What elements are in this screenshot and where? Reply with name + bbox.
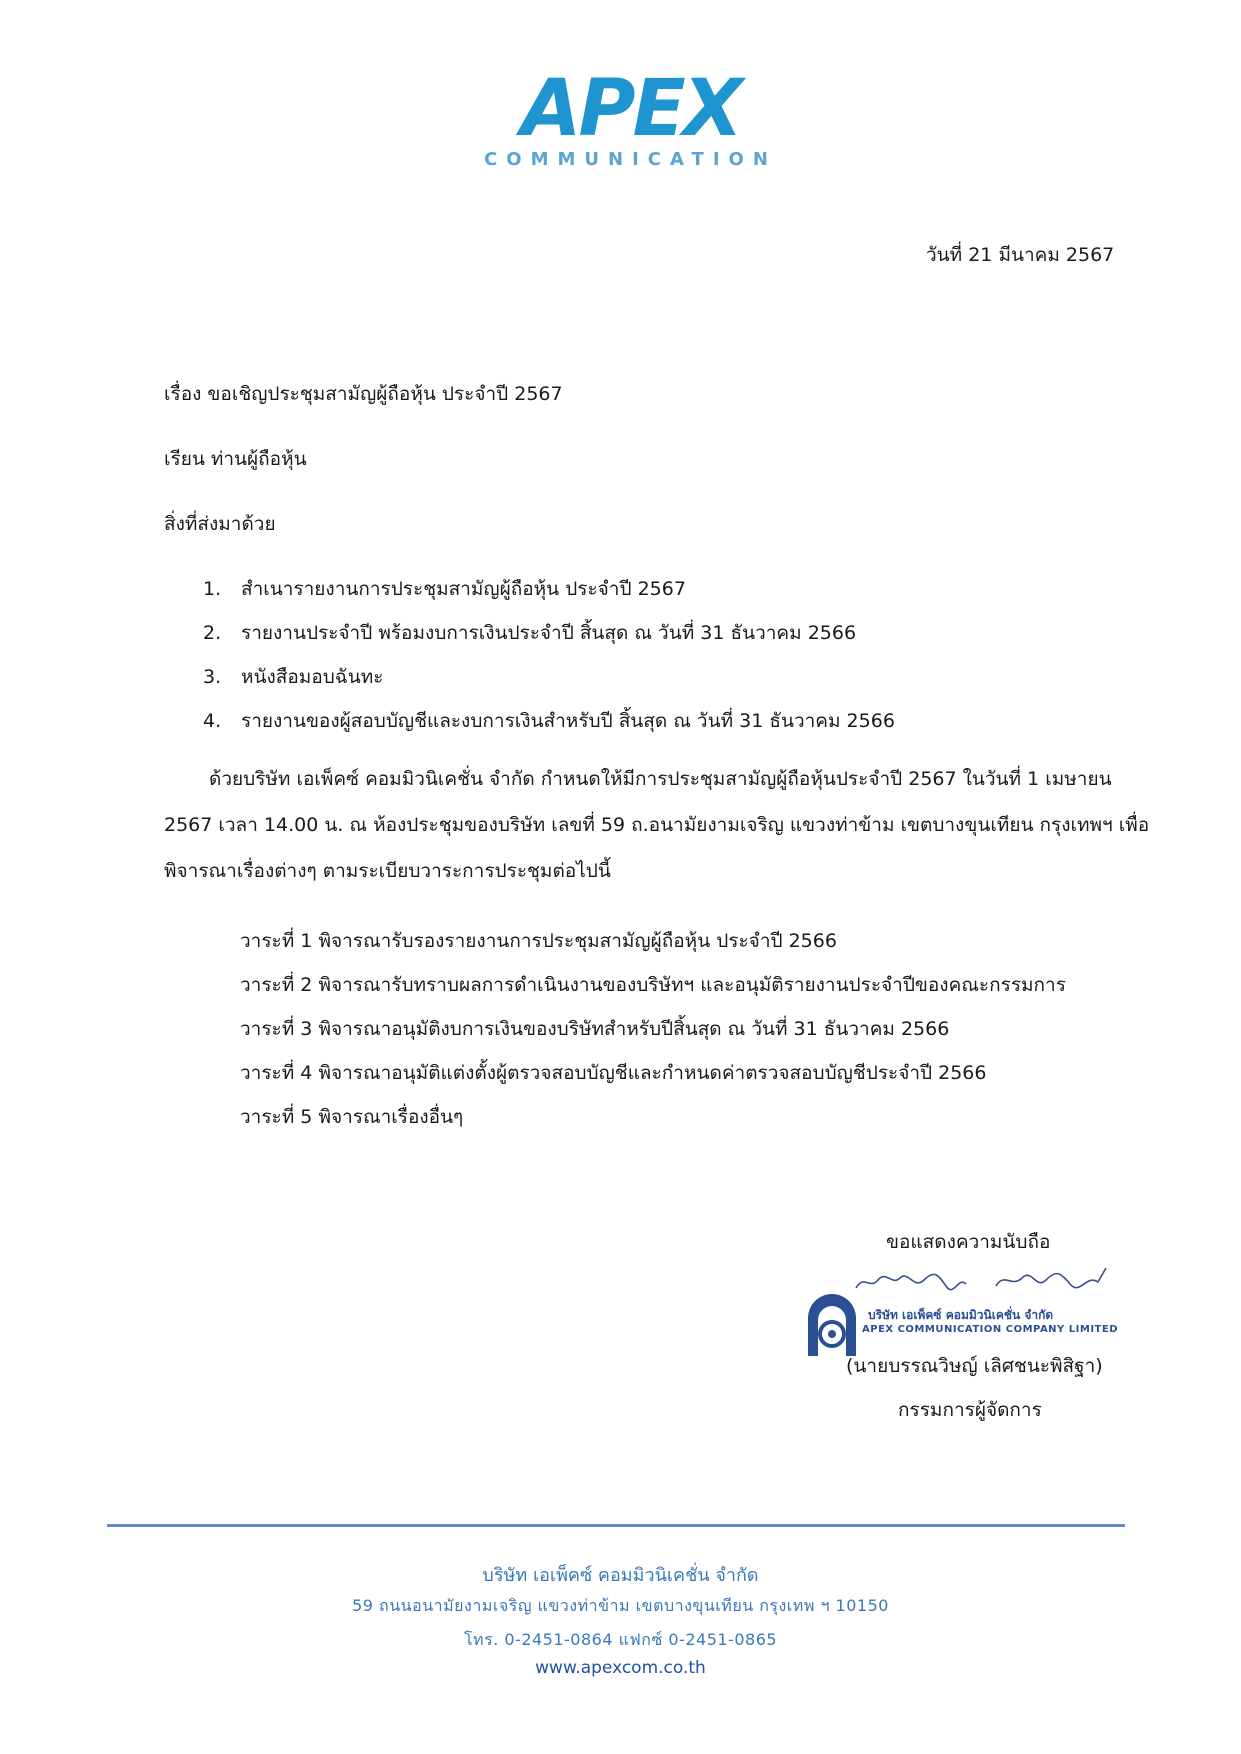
agenda-item: วาระที่ 2 พิจารณารับทราบผลการดำเนินงานของบริษัทฯ และอนุมัติรายงานประจำปีของคณะกรรมการ	[240, 974, 1066, 996]
agenda-item: วาระที่ 1 พิจารณารับรองรายงานการประชุมสามัญผู้ถือหุ้น ประจำปี 2566	[240, 930, 837, 952]
body-line: พิจารณาเรื่องต่างๆ ตามระเบียบวาระการประชุมต่อไปนี้	[164, 860, 611, 882]
letter-date: วันที่ 21 มีนาคม 2567	[926, 244, 1115, 266]
list-item	[203, 577, 686, 601]
enclosures-label: สิ่งที่ส่งมาด้วย	[164, 513, 276, 535]
list-item	[203, 621, 856, 645]
list-item	[203, 665, 383, 689]
signer-position: กรรมการผู้จัดการ	[898, 1399, 1042, 1421]
letter-subject: เรื่อง ขอเชิญประชุมสามัญผู้ถือหุ้น ประจำปี 2567	[164, 383, 563, 405]
list-item-number: 1.	[203, 578, 222, 600]
list-item-text: สำเนารายงานการประชุมสามัญผู้ถือหุ้น ประจำปี 2567	[241, 578, 686, 600]
footer-company: บริษัท เอเพ็คซ์ คอมมิวนิเคชั่น จำกัด	[482, 1565, 759, 1586]
logo-wordmark: APEX	[521, 64, 740, 154]
agenda-item: วาระที่ 5 พิจารณาเรื่องอื่นๆ	[240, 1106, 464, 1128]
body-line: ด้วยบริษัท เอเพ็คซ์ คอมมิวนิเคชั่น จำกัด กำหนดให้มีการประชุมสามัญผู้ถือหุ้นประจำปี 2567 ในวันที่ 1 เมษายน	[209, 768, 1112, 790]
footer-phone: โทร. 0-2451-0864 แฟกซ์ 0-2451-0865	[463, 1630, 778, 1649]
seal-company-english: APEX COMMUNICATION COMPANY LIMITED	[862, 1324, 1118, 1335]
list-item	[203, 709, 895, 733]
seal-emblem-icon	[802, 1288, 862, 1360]
list-item-text: รายงานประจำปี พร้อมงบการเงินประจำปี สิ้นสุด ณ วันที่ 31 ธันวาคม 2566	[241, 622, 857, 644]
closing-text: ขอแสดงความนับถือ	[886, 1231, 1051, 1253]
agenda-item: วาระที่ 4 พิจารณาอนุมัติแต่งตั้งผู้ตรวจสอบบัญชีและกำหนดค่าตรวจสอบบัญชีประจำปี 2566	[240, 1062, 987, 1084]
seal-company-thai: บริษัท เอเพ็คซ์ คอมมิวนิเคชั่น จำกัด	[868, 1308, 1054, 1322]
letter-recipient: เรียน ท่านผู้ถือหุ้น	[164, 448, 307, 470]
agenda-item: วาระที่ 3 พิจารณาอนุมัติงบการเงินของบริษัทสำหรับปีสิ้นสุด ณ วันที่ 31 ธันวาคม 2566	[240, 1018, 950, 1040]
list-item-number: 3.	[203, 666, 222, 688]
footer-address: 59 ถนนอนามัยงามเจริญ แขวงท่าข้าม เขตบางขุนเทียน กรุงเทพ ฯ 10150	[352, 1596, 889, 1615]
list-item-text: หนังสือมอบฉันทะ	[241, 666, 384, 688]
footer-divider	[107, 1524, 1125, 1527]
company-seal	[802, 1288, 1118, 1360]
list-item-number: 4.	[203, 710, 222, 732]
company-logo	[468, 64, 793, 174]
signer-name: (นายบรรณวิษญ์ เลิศชนะพิสิฐา)	[846, 1355, 1103, 1377]
logo-subtitle: COMMUNICATION	[484, 149, 777, 170]
footer-website[interactable]: www.apexcom.co.th	[535, 1658, 706, 1678]
list-item-text: รายงานของผู้สอบบัญชีและงบการเงินสำหรับปี สิ้นสุด ณ วันที่ 31 ธันวาคม 2566	[241, 710, 895, 732]
list-item-number: 2.	[203, 622, 222, 644]
body-line: 2567 เวลา 14.00 น. ณ ห้องประชุมของบริษัท เลขที่ 59 ถ.อนามัยงามเจริญ แขวงท่าข้าม เขตบางขุนเทียน กรุงเทพฯ เพื่อ	[164, 814, 1150, 836]
